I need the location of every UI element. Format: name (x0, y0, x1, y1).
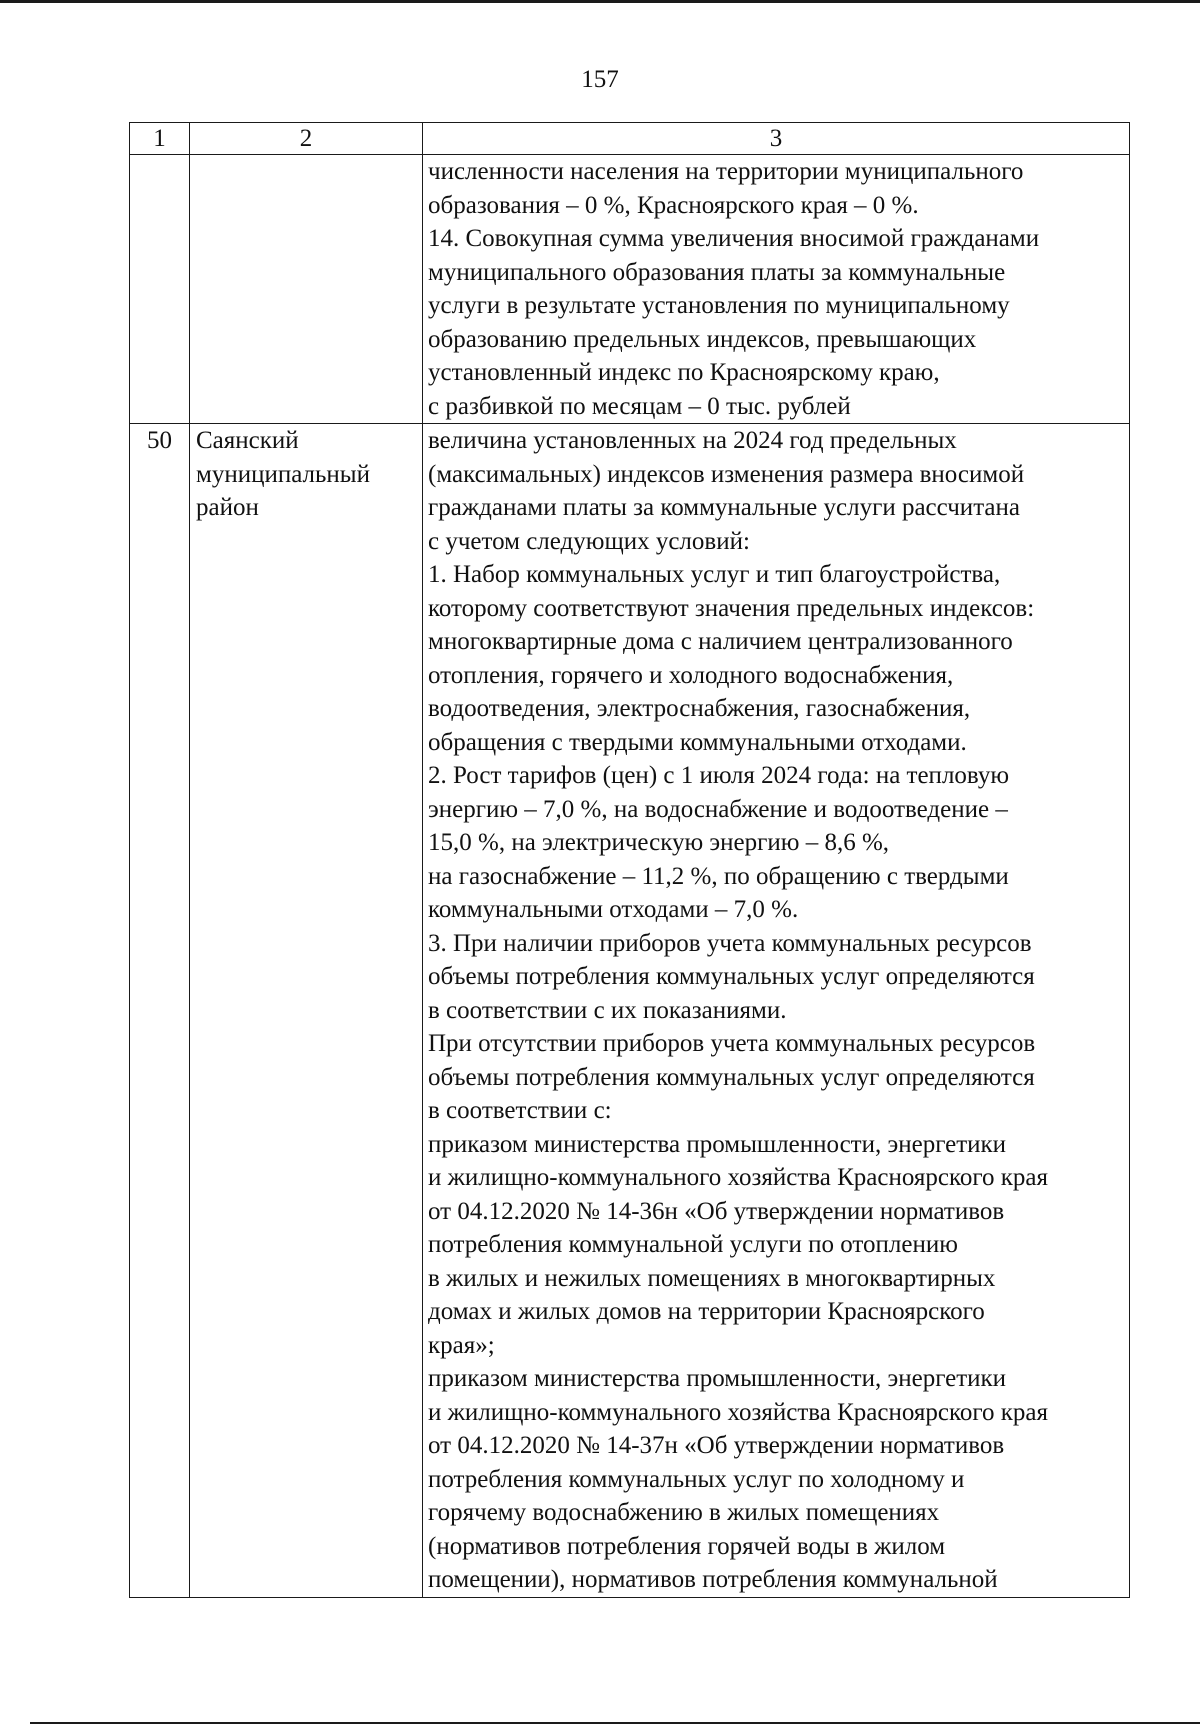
scan-edge-bottom (30, 1722, 1200, 1724)
description-line: объемы потребления коммунальных услуг определяются (428, 963, 1035, 990)
description-line: образованию предельных индексов, превышающих (428, 325, 977, 353)
header-cell-2: 2 (190, 123, 423, 155)
row-number-cell: 50 (130, 424, 190, 1598)
description-line: коммунальными отходами – 7,0 %. (428, 896, 799, 923)
description-cell (423, 155, 1130, 424)
description-line: объемы потребления коммунальных услуг определяются (428, 1063, 1035, 1091)
description-line: 14. Совокупная сумма увеличения вносимой гражданами (428, 225, 1040, 252)
description-line: установленный индекс по Красноярскому краю, (428, 359, 940, 386)
description-line: энергию – 7,0 %, на водоснабжение и водоотведение – (428, 795, 1008, 823)
description-line: и жилищно-коммунального хозяйства Красноярского края (428, 1398, 1048, 1426)
description-line: 15,0 %, на электрическую энергию – 8,6 %, (428, 829, 890, 856)
description-line: в соответствии с: (428, 1097, 612, 1124)
table-row (130, 424, 1130, 1598)
description-line: 1. Набор коммунальных услуг и тип благоустройства, (428, 561, 1001, 588)
description-line: от 04.12.2020 № 14-37н «Об утверждении нормативов (428, 1432, 1005, 1459)
description-line: величина установленных на 2024 год предельных (428, 427, 957, 454)
description-line: края»; (428, 1331, 495, 1359)
document-table (129, 122, 1130, 1598)
description-line: муниципального образования платы за коммунальные (428, 258, 1006, 286)
description-line: горячему водоснабжению в жилых помещениях (428, 1499, 940, 1526)
description-line: от 04.12.2020 № 14-36н «Об утверждении нормативов (428, 1197, 1005, 1225)
description-line: услуги в результате установления по муниципальному (428, 292, 1010, 319)
description-line: в соответствии с их показаниями. (428, 996, 787, 1024)
municipality-name-cell (190, 424, 423, 1598)
municipality-name-cell (190, 155, 423, 424)
description-line: домах и жилых домов на территории Красноярского (428, 1298, 985, 1325)
description-line: в жилых и нежилых помещениях в многоквартирных (428, 1264, 996, 1292)
description-line: гражданами платы за коммунальные услуги рассчитана (428, 494, 1020, 521)
description-line: помещении), нормативов потребления коммунальной (428, 1566, 998, 1593)
description-line: При отсутствии приборов учета коммунальных ресурсов (428, 1030, 1036, 1057)
scan-edge-top (0, 0, 1200, 3)
description-line: (нормативов потребления горячей воды в жилом (428, 1532, 946, 1560)
description-line: 3. При наличии приборов учета коммунальных ресурсов (428, 929, 1032, 957)
description-line: приказом министерства промышленности, энергетики (428, 1365, 1007, 1392)
municipality-name-line: район (196, 494, 259, 521)
description-line: потребления коммунальной услуги по отоплению (428, 1231, 958, 1258)
description-line: 2. Рост тарифов (цен) с 1 июля 2024 года: на тепловую (428, 762, 1010, 789)
description-line: образования – 0 %, Красноярского края – 0 %. (428, 191, 919, 219)
description-line: потребления коммунальных услуг по холодному и (428, 1465, 965, 1493)
description-line: обращения с твердыми коммунальными отходами. (428, 728, 967, 756)
description-line: водоотведения, электроснабжения, газоснабжения, (428, 695, 971, 722)
header-cell-1: 1 (130, 123, 190, 155)
description-cell (423, 424, 1130, 1598)
description-line: приказом министерства промышленности, энергетики (428, 1130, 1007, 1158)
description-line: (максимальных) индексов изменения размера вносимой (428, 460, 1025, 488)
description-line: отопления, горячего и холодного водоснабжения, (428, 661, 954, 689)
description-line: и жилищно-коммунального хозяйства Красноярского края (428, 1164, 1048, 1191)
description-line: многоквартирные дома с наличием централизованного (428, 628, 1013, 655)
table-header-row (130, 123, 1130, 155)
municipality-name-line: муниципальный (196, 460, 370, 488)
description-line: с разбивкой по месяцам – 0 тыс. рублей (428, 392, 851, 420)
description-line: на газоснабжение – 11,2 %, по обращению с твердыми (428, 862, 1009, 890)
municipality-name-line: Саянский (196, 427, 299, 454)
page-number: 157 (581, 66, 619, 93)
table-row (130, 155, 1130, 424)
description-line: которому соответствуют значения предельных индексов: (428, 594, 1035, 622)
row-number-cell (130, 155, 190, 424)
description-line: численности населения на территории муниципального (428, 158, 1024, 185)
header-cell-3: 3 (423, 123, 1130, 155)
description-line: с учетом следующих условий: (428, 527, 750, 555)
